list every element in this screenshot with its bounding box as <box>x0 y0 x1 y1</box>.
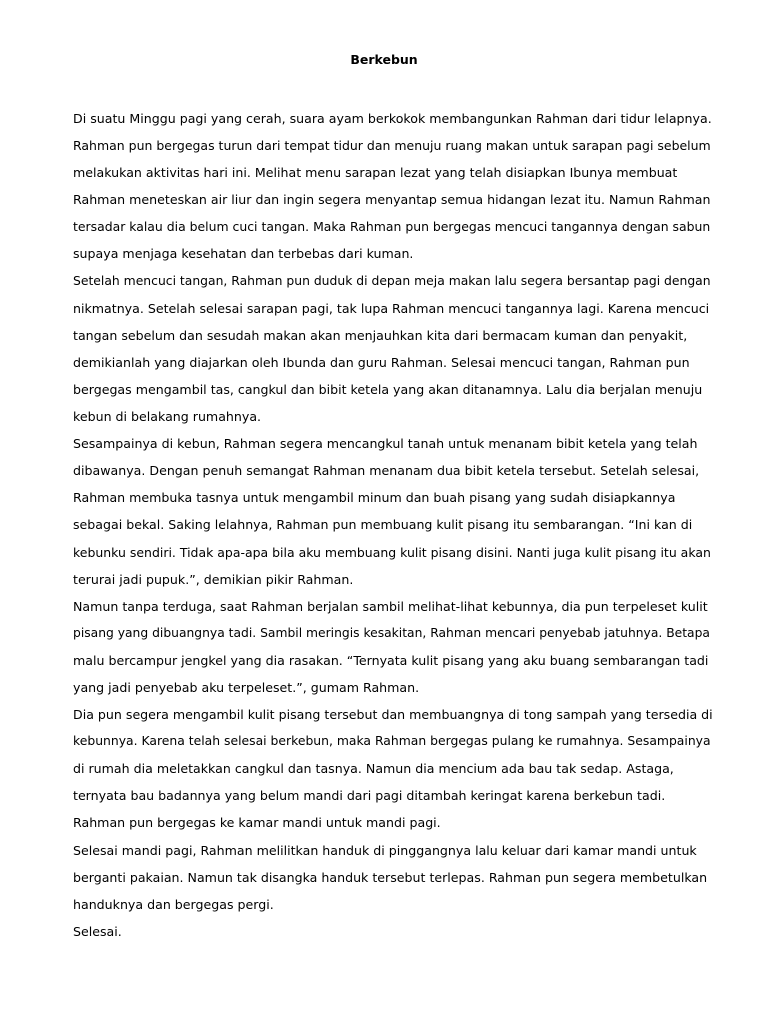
text-line: Rahman membuka tasnya untuk mengambil minum dan buah pisang yang sudah disiapkannya <box>73 490 676 506</box>
text-line: tangan sebelum dan sesudah makan akan menjauhkan kita dari bermacam kuman dan penyakit, <box>73 327 688 343</box>
text-line: terurai jadi pupuk.”, demikian pikir Rahman. <box>73 571 354 587</box>
text-line: tersadar kalau dia belum cuci tangan. Maka Rahman pun bergegas mencuci tangannya dengan sabun <box>73 219 711 235</box>
text-line: Namun tanpa terduga, saat Rahman berjalan sambil melihat-lihat kebunnya, dia pun terpeleset kulit <box>73 598 708 614</box>
text-line: malu bercampur jengkel yang dia rasakan. “Ternyata kulit pisang yang aku buang sembarangan tadi <box>73 652 709 668</box>
text-line: berganti pakaian. Namun tak disangka handuk tersebut terlepas. Rahman pun segera membetulkan <box>73 869 708 885</box>
text-line: demikianlah yang diajarkan oleh Ibunda dan guru Rahman. Selesai mencuci tangan, Rahman pun <box>73 354 690 370</box>
text-line: Dia pun segera mengambil kulit pisang tersebut dan membuangnya di tong sampah yang tersedia di <box>73 707 713 723</box>
text-line: Di suatu Minggu pagi yang cerah, suara ayam berkokok membangunkan Rahman dari tidur lelapnya. <box>73 111 712 126</box>
text-line: handuknya dan bergegas pergi. <box>73 896 274 912</box>
text-line: Rahman meneteskan air liur dan ingin segera menyantap semua hidangan lezat itu. Namun Rahman <box>73 192 711 208</box>
text-line: pisang yang dibuangnya tadi. Sambil meringis kesakitan, Rahman mencari penyebab jatuhnya. Betapa <box>73 625 710 640</box>
text-line: melakukan aktivitas hari ini. Melihat menu sarapan lezat yang telah disiapkan Ibunya membuat <box>73 165 678 181</box>
text-line: di rumah dia meletakkan cangkul dan tasnya. Namun dia mencium ada bau tak sedap. Astaga, <box>73 761 674 777</box>
text-line: dibawanya. Dengan penuh semangat Rahman menanam dua bibit ketela tersebut. Setelah selesai, <box>73 463 700 479</box>
text-line: kebunnya. Karena telah selesai berkebun, maka Rahman bergegas pulang ke rumahnya. Sesampainya <box>73 734 711 749</box>
text-line: Rahman pun bergegas turun dari tempat tidur dan menuju ruang makan untuk sarapan pagi sebelum <box>73 138 711 154</box>
document-title: Berkebun <box>350 52 418 67</box>
text-line: yang jadi penyebab aku terpeleset.”, gumam Rahman. <box>73 679 420 695</box>
text-line: kebunku sendiri. Tidak apa-apa bila aku membuang kulit pisang disini. Nanti juga kulit pisang itu akan <box>73 544 711 560</box>
text-line: Sesampainya di kebun, Rahman segera mencangkul tanah untuk menanam bibit ketela yang telah <box>73 436 698 452</box>
text-line: sebagai bekal. Saking lelahnya, Rahman pun membuang kulit pisang itu sembarangan. “Ini kan di <box>73 517 693 533</box>
text-line: supaya menjaga kesehatan dan terbebas dari kuman. <box>73 246 414 262</box>
text-line: kebun di belakang rumahnya. <box>73 409 262 425</box>
text-line: Selesai. <box>73 923 122 939</box>
text-line: ternyata bau badannya yang belum mandi dari pagi ditambah keringat karena berkebun tadi. <box>73 788 666 804</box>
text-line: bergegas mengambil tas, cangkul dan bibit ketela yang akan ditanamnya. Lalu dia berjalan menuju <box>73 381 703 397</box>
text-line: Selesai mandi pagi, Rahman melilitkan handuk di pinggangnya lalu keluar dari kamar mandi untuk <box>73 842 697 858</box>
text-line: Setelah mencuci tangan, Rahman pun duduk di depan meja makan lalu segera bersantap pagi dengan <box>73 273 711 288</box>
text-line: nikmatnya. Setelah selesai sarapan pagi, tak lupa Rahman mencuci tangannya lagi. Karena mencuci <box>73 300 710 316</box>
text-line: Rahman pun bergegas ke kamar mandi untuk mandi pagi. <box>73 815 441 831</box>
document-body <box>73 105 713 945</box>
